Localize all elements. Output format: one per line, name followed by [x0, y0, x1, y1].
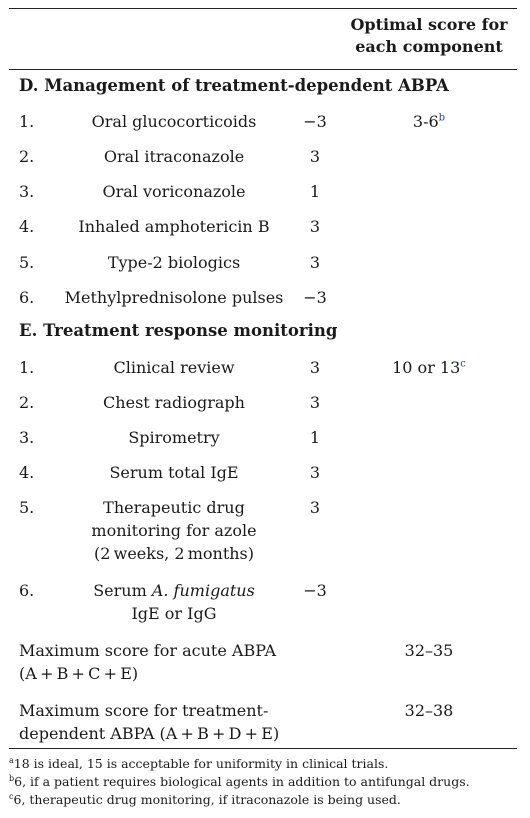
max-score-value: 32–38 [404, 701, 454, 720]
row-number: 4. [19, 217, 35, 236]
section-d-title: D. Management of treatment-dependent ABPA [19, 76, 449, 95]
section-d-optimal [370, 110, 488, 133]
component-prefix: Serum [93, 581, 152, 600]
footnote-mark-b: b [438, 112, 446, 124]
component-name: Methylprednisolone pulses [64, 288, 284, 307]
component-name: Oral glucocorticoids [91, 112, 257, 131]
component-score: 3 [309, 498, 321, 517]
optimal-value: 3-6 [412, 112, 439, 131]
component-score: 3 [309, 147, 321, 166]
component-name: Oral itraconazole [103, 147, 245, 166]
component-score: −3 [303, 288, 327, 307]
section-e-title: E. Treatment response monitoring [19, 321, 338, 340]
component-name: Spirometry [128, 428, 220, 447]
row-number: 2. [19, 393, 35, 412]
max-score-label-line: Maximum score for acute ABPA [19, 641, 277, 660]
top-rule [9, 8, 517, 9]
component-name: Chest radiograph [103, 393, 245, 412]
max-score-label-line: (A + B + C + E) [19, 664, 139, 683]
component-name: Inhaled amphotericin B [78, 217, 270, 236]
component-name [60, 496, 288, 565]
max-score-value: 32–35 [404, 641, 454, 660]
component-line: IgE or IgG [131, 604, 217, 623]
optimal-value: 10 or 13 [392, 358, 461, 377]
row-number: 3. [19, 182, 35, 201]
max-score-label [19, 699, 349, 745]
optimal-score-header [340, 14, 518, 58]
optimal-header-line1: Optimal score for [350, 15, 508, 34]
component-name: Oral voriconazole [102, 182, 246, 201]
component-name: Clinical review [113, 358, 235, 377]
footnote-mark: b [9, 773, 15, 783]
component-name [60, 579, 288, 625]
bottom-rule [9, 748, 517, 749]
component-score: 3 [309, 463, 321, 482]
component-score: −3 [303, 581, 327, 600]
component-line: Therapeutic drug [103, 498, 245, 517]
component-score: 3 [309, 358, 321, 377]
component-score: 3 [309, 393, 321, 412]
component-line: monitoring for azole [91, 521, 257, 540]
max-score-label-line: dependent ABPA (A + B + D + E) [19, 724, 280, 743]
row-number: 5. [19, 498, 35, 517]
component-score: 1 [309, 182, 321, 201]
component-score: 1 [309, 428, 321, 447]
component-name: Type-2 biologics [107, 253, 241, 272]
component-line: (2 weeks, 2 months) [94, 544, 254, 563]
component-name: Serum total IgE [109, 463, 239, 482]
component-line [60, 579, 288, 602]
footnote-text: 6, therapeutic drug monitoring, if itraconazole is being used. [13, 792, 401, 807]
row-number: 1. [19, 358, 35, 377]
footnote-text: 18 is ideal, 15 is acceptable for uniformity in clinical trials. [13, 756, 389, 771]
footnote-mark-c: c [460, 358, 466, 370]
row-number: 6. [19, 581, 35, 600]
footnote-text: 6, if a patient requires biological agents in addition to antifungal drugs. [14, 774, 470, 789]
row-number: 1. [19, 112, 35, 131]
footnote-c [9, 792, 401, 808]
optimal-header-line2: each component [355, 37, 503, 56]
footnote-b [9, 774, 470, 790]
row-number: 6. [19, 288, 35, 307]
section-e-optimal [370, 356, 488, 379]
footnote-mark: a [9, 755, 14, 765]
max-score-label [19, 639, 349, 685]
species-name: A. fumigatus [151, 581, 255, 600]
row-number: 5. [19, 253, 35, 272]
component-score: 3 [309, 217, 321, 236]
row-number: 3. [19, 428, 35, 447]
header-rule [9, 69, 517, 70]
component-score: 3 [309, 253, 321, 272]
component-score: −3 [303, 112, 327, 131]
footnote-a [9, 756, 388, 772]
footnote-mark: c [9, 791, 14, 801]
max-score-label-line: Maximum score for treatment- [19, 701, 269, 720]
row-number: 4. [19, 463, 35, 482]
row-number: 2. [19, 147, 35, 166]
